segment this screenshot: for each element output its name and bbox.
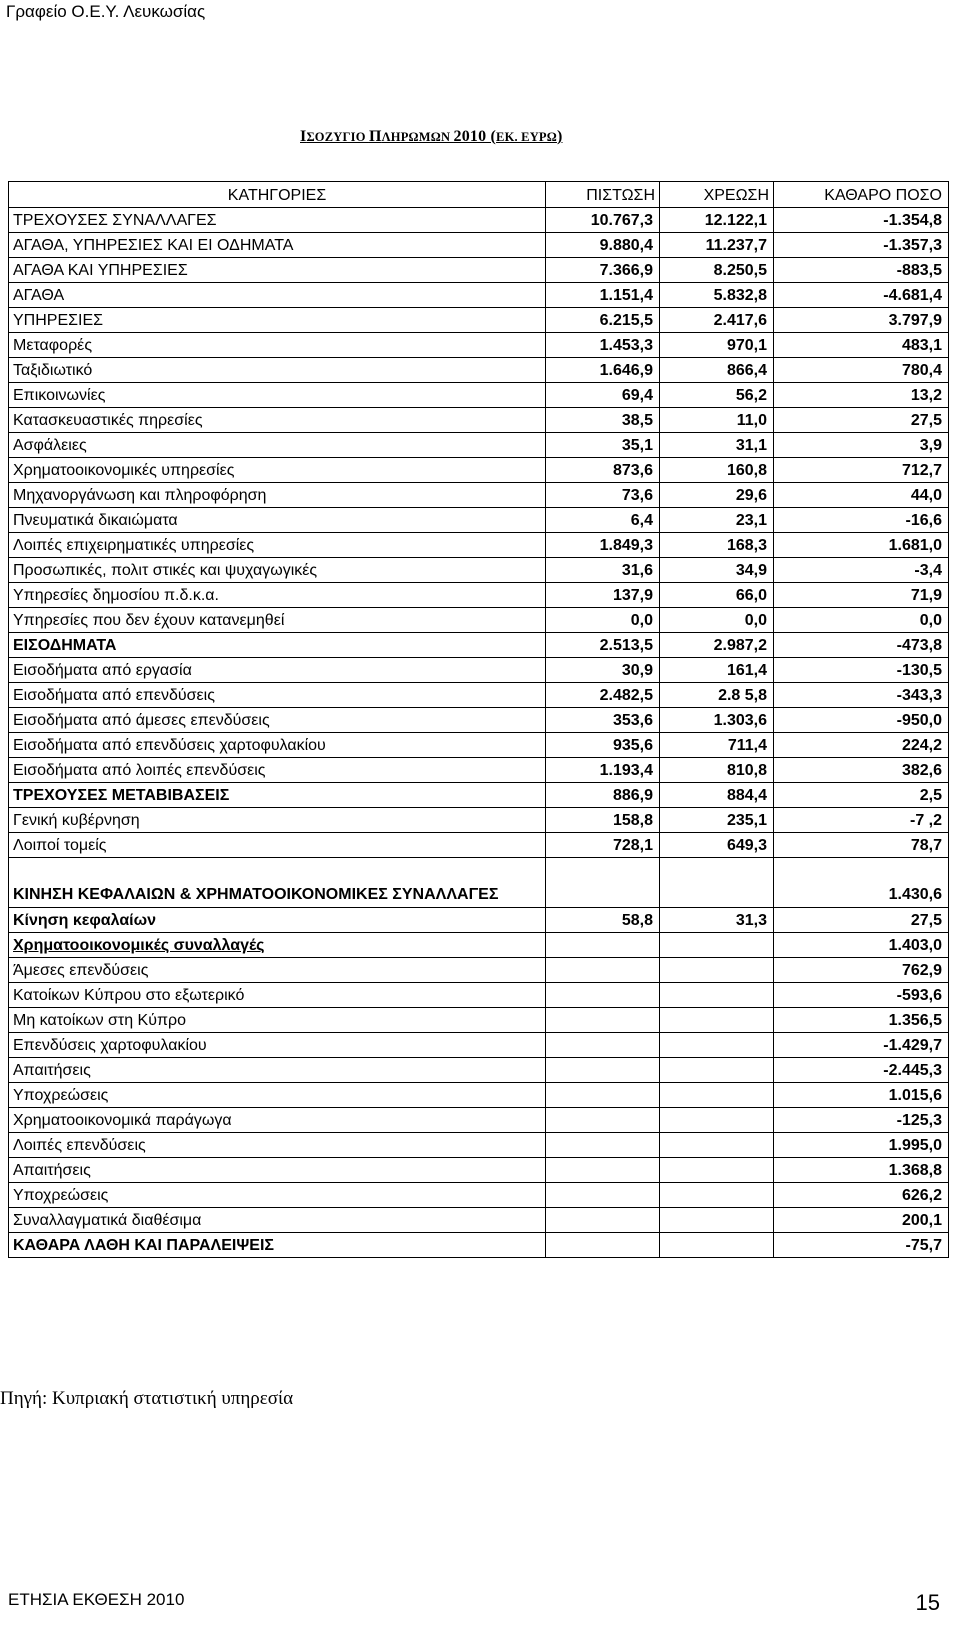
net-amount-cell: -75,7: [774, 1233, 949, 1258]
category-label: Συναλλαγματικά διαθέσιμα: [13, 1212, 202, 1229]
header-debit: ΧΡΕΩΣΗ: [660, 182, 774, 208]
debit-cell: 5.832,8: [660, 283, 774, 308]
category-cell: [9, 1083, 546, 1108]
title-part: ΣΟΖΥΓΙΟ: [306, 130, 369, 144]
table-row: [9, 733, 949, 758]
category-cell: [9, 233, 546, 258]
category-label: Κίνηση κεφαλαίων: [13, 912, 157, 929]
title-part: ): [556, 128, 563, 145]
category-cell: [9, 1233, 546, 1258]
category-cell: [9, 533, 546, 558]
table-row: [9, 1058, 949, 1083]
category-label: Άμεσες επενδύσεις: [13, 962, 149, 979]
category-label: Απαιτήσεις: [13, 1162, 91, 1179]
category-label: Ασφάλειες: [13, 437, 87, 454]
table-row: [9, 1133, 949, 1158]
title-part: 2010 (: [453, 128, 497, 145]
table-row: [9, 358, 949, 383]
net-amount-cell: 1.403,0: [774, 933, 949, 958]
table-row: [9, 1183, 949, 1208]
category-cell: [9, 483, 546, 508]
table-row: [9, 483, 949, 508]
table-row: [9, 683, 949, 708]
net-amount-cell: 483,1: [774, 333, 949, 358]
credit-cell: 6.215,5: [546, 308, 660, 333]
net-amount-cell: 78,7: [774, 833, 949, 858]
credit-cell: 137,9: [546, 583, 660, 608]
debit-cell: 2.987,2: [660, 633, 774, 658]
category-cell: [9, 558, 546, 583]
header-row: [9, 182, 949, 208]
category-cell: [9, 283, 546, 308]
table-row: [9, 458, 949, 483]
net-amount-cell: -7 ,2: [774, 808, 949, 833]
category-label: ΚΙΝΗΣΗ ΚΕΦΑΛΑΙΩΝ & ΧΡΗΜΑΤΟΟΙΚΟΝΟΜΙΚΕΣ ΣΥΝΑΛΛΑΓΕΣ: [13, 886, 499, 903]
header-categories: ΚΑΤΗΓΟΡΙΕΣ: [9, 182, 546, 208]
net-amount-cell: -950,0: [774, 708, 949, 733]
category-cell: [9, 333, 546, 358]
debit-cell: 2.417,6: [660, 308, 774, 333]
table-row: [9, 233, 949, 258]
category-cell: [9, 683, 546, 708]
table-row: [9, 558, 949, 583]
debit-cell: [660, 1183, 774, 1208]
category-label: Υπηρεσίες που δεν έχουν κατανεμηθεί: [13, 612, 285, 629]
table-row: [9, 408, 949, 433]
category-label: Μεταφορές: [13, 337, 93, 354]
category-label: Λοιποί τομείς: [13, 837, 107, 854]
net-amount-cell: -2.445,3: [774, 1058, 949, 1083]
title-part: Ι: [300, 128, 307, 145]
credit-cell: 69,4: [546, 383, 660, 408]
table-row: [9, 783, 949, 808]
category-label: ΑΓΑΘΑ: [13, 287, 65, 304]
credit-cell: [546, 1158, 660, 1183]
debit-cell: [660, 983, 774, 1008]
debit-cell: [660, 1033, 774, 1058]
debit-cell: [660, 1133, 774, 1158]
table-row: [9, 633, 949, 658]
credit-cell: 31,6: [546, 558, 660, 583]
net-amount-cell: -130,5: [774, 658, 949, 683]
table-row: [9, 208, 949, 233]
category-label: Εισοδήματα από επενδύσεις χαρτοφυλακίου: [13, 737, 326, 754]
debit-cell: 31,1: [660, 433, 774, 458]
document-title: [300, 128, 563, 146]
credit-cell: [546, 1208, 660, 1233]
footer-report-title: ΕΤΗΣΙΑ ΕΚΘΕΣΗ 2010: [8, 1590, 185, 1609]
category-label: Χρηματοοικονομικά παράγωγα: [13, 1112, 232, 1129]
net-amount-cell: 712,7: [774, 458, 949, 483]
net-amount-cell: -593,6: [774, 983, 949, 1008]
table-row: [9, 708, 949, 733]
category-cell: [9, 983, 546, 1008]
credit-cell: 73,6: [546, 483, 660, 508]
category-label: Λοιπές επιχειρηματικές υπηρεσίες: [13, 537, 255, 554]
category-label: Υπηρεσίες δημοσίου π.δ.κ.α.: [13, 587, 219, 604]
title-part: ΕΚ. ΕΥΡΩ: [496, 130, 557, 144]
debit-cell: [660, 858, 774, 908]
net-amount-cell: 13,2: [774, 383, 949, 408]
credit-cell: 6,4: [546, 508, 660, 533]
table-row: [9, 283, 949, 308]
debit-cell: 56,2: [660, 383, 774, 408]
header-organization: Γραφείο Ο.Ε.Υ. Λευκωσίας: [6, 2, 206, 21]
debit-cell: 970,1: [660, 333, 774, 358]
net-amount-cell: -3,4: [774, 558, 949, 583]
category-cell: [9, 708, 546, 733]
debit-cell: [660, 1083, 774, 1108]
table-row: [9, 583, 949, 608]
credit-cell: 2.482,5: [546, 683, 660, 708]
category-label: Απαιτήσεις: [13, 1062, 91, 1079]
debit-cell: 168,3: [660, 533, 774, 558]
credit-cell: [546, 1033, 660, 1058]
credit-cell: 158,8: [546, 808, 660, 833]
category-cell: [9, 758, 546, 783]
net-amount-cell: 1.995,0: [774, 1133, 949, 1158]
credit-cell: [546, 1233, 660, 1258]
category-label: ΚΑΘΑΡΑ ΛΑΘΗ ΚΑΙ ΠΑΡΑΛΕΙΨΕΙΣ: [13, 1237, 274, 1254]
credit-cell: 1.646,9: [546, 358, 660, 383]
net-amount-cell: 1.015,6: [774, 1083, 949, 1108]
header-credit: ΠΙΣΤΩΣΗ: [546, 182, 660, 208]
category-cell: [9, 1108, 546, 1133]
debit-cell: 884,4: [660, 783, 774, 808]
table-row: [9, 1033, 949, 1058]
net-amount-cell: 200,1: [774, 1208, 949, 1233]
category-label: Υποχρεώσεις: [13, 1187, 109, 1204]
table-row: [9, 933, 949, 958]
category-label: ΤΡΕΧΟΥΣΕΣ ΣΥΝΑΛΛΑΓΕΣ: [13, 212, 217, 229]
credit-cell: [546, 1058, 660, 1083]
credit-cell: 353,6: [546, 708, 660, 733]
net-amount-cell: -1.357,3: [774, 233, 949, 258]
net-amount-cell: 224,2: [774, 733, 949, 758]
debit-cell: 29,6: [660, 483, 774, 508]
debit-cell: 11,0: [660, 408, 774, 433]
category-label: Εισοδήματα από εργασία: [13, 662, 192, 679]
credit-cell: 873,6: [546, 458, 660, 483]
table-header: [9, 182, 949, 208]
debit-cell: 235,1: [660, 808, 774, 833]
category-label: Προσωπικές, πολιτ στικές και ψυχαγωγικές: [13, 562, 318, 579]
category-cell: [9, 858, 546, 908]
table-row: [9, 1233, 949, 1258]
table-row: [9, 608, 949, 633]
credit-cell: [546, 1108, 660, 1133]
title-part: Π: [368, 128, 382, 145]
debit-cell: 161,4: [660, 658, 774, 683]
page-number: 15: [915, 1590, 940, 1615]
debit-cell: [660, 1158, 774, 1183]
credit-cell: [546, 1183, 660, 1208]
credit-cell: 1.193,4: [546, 758, 660, 783]
category-cell: [9, 658, 546, 683]
net-amount-cell: -883,5: [774, 258, 949, 283]
debit-cell: 2.8 5,8: [660, 683, 774, 708]
category-label: Χρηματοοικονομικές υπηρεσίες: [13, 462, 235, 479]
category-cell: [9, 408, 546, 433]
net-amount-cell: 27,5: [774, 908, 949, 933]
net-amount-cell: -16,6: [774, 508, 949, 533]
credit-cell: 935,6: [546, 733, 660, 758]
credit-cell: 58,8: [546, 908, 660, 933]
table-row: [9, 758, 949, 783]
category-cell: [9, 908, 546, 933]
category-label: ΑΓΑΘΑ, ΥΠΗΡΕΣΙΕΣ ΚΑΙ ΕΙ ΟΔΗΜΑΤΑ: [13, 237, 294, 254]
debit-cell: [660, 958, 774, 983]
debit-cell: [660, 1058, 774, 1083]
category-cell: [9, 1208, 546, 1233]
category-label: ΑΓΑΘΑ ΚΑΙ ΥΠΗΡΕΣΙΕΣ: [13, 262, 188, 279]
category-label: Εισοδήματα από άμεσες επενδύσεις: [13, 712, 270, 729]
category-cell: [9, 733, 546, 758]
table-row: [9, 508, 949, 533]
net-amount-cell: -1.354,8: [774, 208, 949, 233]
table-row: [9, 958, 949, 983]
table-row: [9, 1208, 949, 1233]
category-label: Εισοδήματα από επενδύσεις: [13, 687, 215, 704]
credit-cell: [546, 1008, 660, 1033]
debit-cell: 23,1: [660, 508, 774, 533]
category-cell: [9, 208, 546, 233]
table-row: [9, 1158, 949, 1183]
category-cell: [9, 808, 546, 833]
category-label: Μηχανοργάνωση και πληροφόρηση: [13, 487, 267, 504]
category-label: Μη κατοίκων στη Κύπρο: [13, 1012, 187, 1029]
debit-cell: 31,3: [660, 908, 774, 933]
net-amount-cell: -473,8: [774, 633, 949, 658]
table-row: [9, 533, 949, 558]
debit-cell: [660, 1233, 774, 1258]
credit-cell: 30,9: [546, 658, 660, 683]
category-label: Λοιπές επενδύσεις: [13, 1137, 146, 1154]
category-cell: [9, 1033, 546, 1058]
table-row: [9, 383, 949, 408]
credit-cell: 10.767,3: [546, 208, 660, 233]
category-cell: [9, 933, 546, 958]
debit-cell: [660, 1208, 774, 1233]
table-body: [9, 208, 949, 1258]
category-cell: [9, 1158, 546, 1183]
credit-cell: 2.513,5: [546, 633, 660, 658]
credit-cell: [546, 858, 660, 908]
table-row: [9, 983, 949, 1008]
category-cell: [9, 1183, 546, 1208]
net-amount-cell: 1.430,6: [774, 858, 949, 908]
table-row: [9, 333, 949, 358]
category-label: ΥΠΗΡΕΣΙΕΣ: [13, 312, 104, 329]
net-amount-cell: 1.681,0: [774, 533, 949, 558]
category-cell: [9, 1008, 546, 1033]
category-label: ΤΡΕΧΟΥΣΕΣ ΜΕΤΑΒΙΒΑΣΕΙΣ: [13, 787, 230, 804]
debit-cell: [660, 933, 774, 958]
credit-cell: 886,9: [546, 783, 660, 808]
net-amount-cell: 762,9: [774, 958, 949, 983]
net-amount-cell: 382,6: [774, 758, 949, 783]
credit-cell: [546, 958, 660, 983]
category-cell: [9, 783, 546, 808]
table-row: [9, 1083, 949, 1108]
table-row: [9, 908, 949, 933]
category-cell: [9, 308, 546, 333]
category-label: Χρηματοοικονομικές συναλλαγές: [13, 937, 265, 954]
net-amount-cell: 71,9: [774, 583, 949, 608]
credit-cell: 728,1: [546, 833, 660, 858]
category-label: Επικοινωνίες: [13, 387, 106, 404]
debit-cell: 1.303,6: [660, 708, 774, 733]
debit-cell: 11.237,7: [660, 233, 774, 258]
category-cell: [9, 458, 546, 483]
category-cell: [9, 358, 546, 383]
category-label: ΕΙΣΟΔΗΜΑΤΑ: [13, 637, 117, 654]
debit-cell: 649,3: [660, 833, 774, 858]
credit-cell: 1.849,3: [546, 533, 660, 558]
category-cell: [9, 433, 546, 458]
category-label: Ταξιδιωτικό: [13, 362, 93, 379]
category-label: Επενδύσεις χαρτοφυλακίου: [13, 1037, 207, 1054]
category-label: Κατοίκων Κύπρου στο εξωτερικό: [13, 987, 245, 1004]
debit-cell: 866,4: [660, 358, 774, 383]
category-cell: [9, 508, 546, 533]
credit-cell: 9.880,4: [546, 233, 660, 258]
credit-cell: 38,5: [546, 408, 660, 433]
table-row: [9, 833, 949, 858]
source-note: Πηγή: Κυπριακή στατιστική υπηρεσία: [0, 1388, 294, 1409]
credit-cell: 1.453,3: [546, 333, 660, 358]
debit-cell: 66,0: [660, 583, 774, 608]
category-cell: [9, 258, 546, 283]
debit-cell: 160,8: [660, 458, 774, 483]
table-row: [9, 308, 949, 333]
credit-cell: 1.151,4: [546, 283, 660, 308]
credit-cell: [546, 1083, 660, 1108]
balance-of-payments-table: [8, 181, 949, 1258]
category-cell: [9, 583, 546, 608]
net-amount-cell: 1.368,8: [774, 1158, 949, 1183]
category-cell: [9, 383, 546, 408]
debit-cell: [660, 1108, 774, 1133]
net-amount-cell: 1.356,5: [774, 1008, 949, 1033]
debit-cell: 34,9: [660, 558, 774, 583]
title-part: ΛΗΡΩΜΩΝ: [381, 130, 454, 144]
net-amount-cell: -4.681,4: [774, 283, 949, 308]
category-label: Υποχρεώσεις: [13, 1087, 109, 1104]
table-row: [9, 1108, 949, 1133]
net-amount-cell: -1.429,7: [774, 1033, 949, 1058]
table-row: [9, 658, 949, 683]
credit-cell: 35,1: [546, 433, 660, 458]
net-amount-cell: 0,0: [774, 608, 949, 633]
category-cell: [9, 608, 546, 633]
debit-cell: 12.122,1: [660, 208, 774, 233]
table-row: [9, 1008, 949, 1033]
credit-cell: [546, 933, 660, 958]
category-label: Κατασκευαστικές πηρεσίες: [13, 412, 203, 429]
credit-cell: 0,0: [546, 608, 660, 633]
net-amount-cell: 2,5: [774, 783, 949, 808]
category-cell: [9, 958, 546, 983]
category-label: Πνευματικά δικαιώματα: [13, 512, 178, 529]
debit-cell: 810,8: [660, 758, 774, 783]
debit-cell: [660, 1008, 774, 1033]
category-cell: [9, 1133, 546, 1158]
net-amount-cell: 780,4: [774, 358, 949, 383]
category-label: Γενική κυβέρνηση: [13, 812, 140, 829]
table-row: [9, 808, 949, 833]
net-amount-cell: 44,0: [774, 483, 949, 508]
credit-cell: [546, 1133, 660, 1158]
net-amount-cell: 3,9: [774, 433, 949, 458]
net-amount-cell: 3.797,9: [774, 308, 949, 333]
debit-cell: 0,0: [660, 608, 774, 633]
net-amount-cell: -343,3: [774, 683, 949, 708]
category-label: Εισοδήματα από λοιπές επενδύσεις: [13, 762, 266, 779]
category-cell: [9, 633, 546, 658]
header-net-amount: ΚΑΘΑΡΟ ΠΟΣΟ: [774, 182, 949, 208]
table-row: [9, 258, 949, 283]
category-cell: [9, 833, 546, 858]
net-amount-cell: 626,2: [774, 1183, 949, 1208]
debit-cell: 711,4: [660, 733, 774, 758]
table-row: [9, 433, 949, 458]
table-row: [9, 858, 949, 908]
credit-cell: 7.366,9: [546, 258, 660, 283]
category-cell: [9, 1058, 546, 1083]
net-amount-cell: 27,5: [774, 408, 949, 433]
credit-cell: [546, 983, 660, 1008]
net-amount-cell: -125,3: [774, 1108, 949, 1133]
debit-cell: 8.250,5: [660, 258, 774, 283]
